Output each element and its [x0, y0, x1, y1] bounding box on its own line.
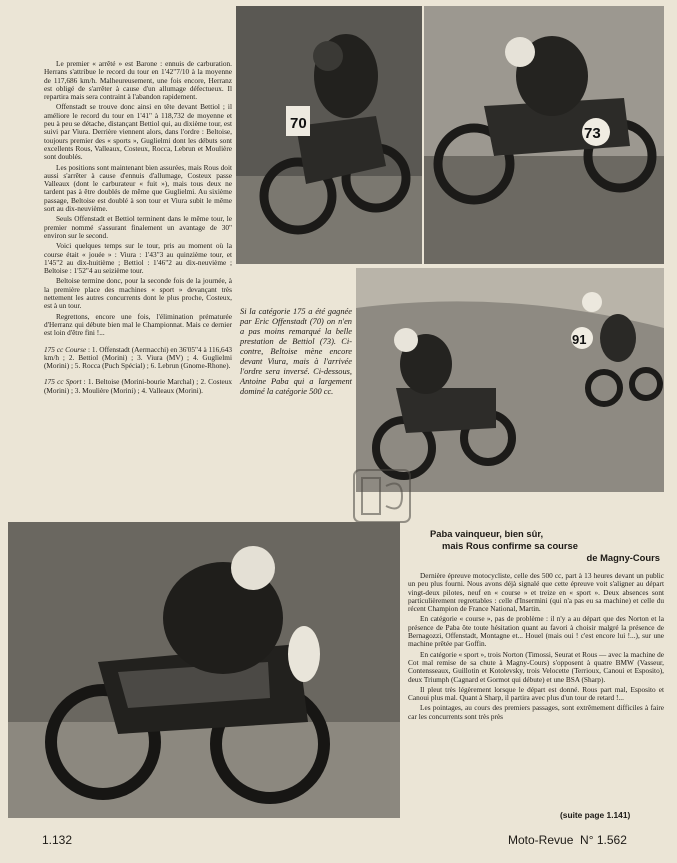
headline-line: de Magny-Cours	[586, 552, 660, 563]
photo-paba	[8, 522, 400, 818]
race-number: 70	[290, 115, 307, 132]
continued-note: (suite page 1.141)	[560, 810, 631, 820]
paragraph: Il pleut très légèrement lorsque le départ est donné. Rous part mal, Esposito et Canoui plus mal. Quant à Sharp, il partira avec plus d'un tour de retard !...	[408, 684, 664, 703]
paragraph: Offenstadt se trouve donc ainsi en tête devant Bettiol ; il améliore le record du tour en 1'41" à 118,732 de moyenne et peu à peu se détache, distançant Bettiol qui, au dixième tour, est suivi par Viura. Derrière viennent alors, dans l'ordre : Beltoise, toujours premier des « sports », Guglielmi dont les débuts sont excellents Rous, Valleaux, Costeux, Rocca, Lebrun et Moulière sont doublés.	[44, 102, 232, 162]
magazine-name: Moto-Revue	[508, 833, 574, 847]
watermark-logo	[352, 468, 412, 524]
article-headline	[408, 528, 666, 564]
paragraph: Beltoise termine donc, pour la seconde fois de la journée, à la première place des machines « sport » devançant très nettement les autres concurrents dont le plus proche, Costeux, est à un tour.	[44, 276, 232, 311]
race-number: 73	[584, 125, 601, 142]
right-text-column	[408, 572, 664, 723]
paragraph: Voici quelques temps sur le tour, pris au moment où la course était « jouée » : Viura : 1'43"3 au quinzième tour, et 1'45"2 au dix-huitième ; Bettiol : 1'46"2 au dix-neuvième ; Beltoise : 1'52"4 au seizième tour.	[44, 241, 232, 276]
paragraph: Le premier « arrêté » est Barone : ennuis de carburation. Herrans s'attribue le record du tour en 1'42"7/10 à la moyenne de 117,686 km/h. Malheureusement, une fois encore, Herranz est obligé de s'arrêter à cause d'un allumage défectueux. Il repartira mais sera contraint à l'abandon rapidement.	[44, 59, 232, 102]
paragraph: Les positions sont maintenant bien assurées, mais Rous doit aussi s'arrêter à cause d'ennuis d'allumage, Costeux passe Valleaux (dont le carburateur « fuit »), mais tous deux ne tardent pas à être doublés de même que Guglielmi. Au sixième passage, Beltoise est doublé à son tour et Viura subit le même sort au dix-neuvième.	[44, 162, 232, 214]
photo-beltoise-viura	[356, 268, 664, 492]
page-number: 1.132	[42, 833, 73, 847]
results-175-course: 175 cc Course : 1. Offenstadt (Aermacchi) en 36'05"4 à 116,643 km/h ; 2. Bettiol (Morini) ; 3. Viura (MV) ; 4. Guglielmi (Morini) ; 5. Rocca (Puch Spécial) ; 6. Lebrun (Gnome-Rhone).	[44, 344, 233, 371]
paragraph: En catégorie « course », pas de problème : il n'y a au départ que des Norton et la présence de Paba ôte toute hésitation quant au favori à choisir malgré la présence de Bernagozzi, Offenstadt, Montagne et... Houel (mais oui ! c'est encore lui !...), sur une machine prêtée par Goffin.	[408, 614, 664, 649]
paragraph: Les pointages, au cours des premiers passages, sont extrêmement difficiles à faire car les concurrents sont très près	[408, 703, 664, 721]
left-text-column	[44, 60, 232, 397]
paragraph: Regrettons, encore une fois, l'élimination prématurée d'Herranz qui débute bien mal le Championnat. Mais ce dernier est loin d'être fini !...	[44, 311, 232, 338]
magazine-footer	[508, 833, 627, 847]
race-number: 91	[572, 332, 587, 347]
paragraph: En catégorie « sport », trois Norton (Timossi, Seurat et Rous — avec la machine de Cot mal remise de sa chute à Magny-Cours) s'opposent à quatre BMW (Vasseur, Contensseaux, Guillotin et Kotolevsky, trois Velocette (Terrioux, Canoui et Esposito), deux Triumph (Cagnard et Gormot qui débute) et une BSA (Sharp).	[408, 649, 664, 684]
results-175-sport: 175 cc Sport : 1. Beltoise (Morini-bourie Marchal) ; 2. Costeux (Morini) ; 3. Moulière (Morini) ; 4. Valleaux (Morini).	[44, 377, 233, 395]
headline-line: Paba vainqueur, bien sûr,	[430, 528, 544, 539]
paragraph: Dernière épreuve motocycliste, celle des 500 cc, part à 13 heures devant un public un peu plus fourni. Nous avons déjà signalé que cette épreuve voit s'aligner au départ vingt-deux pilotes, neuf en « course » et treize en « sport ». Deux absences sont particulièrement regrettables : celle d'Insermini (qui n'a pas eu sa machine) et celle du récent Champion de France National, Martin.	[408, 571, 664, 614]
headline-line: mais Rous confirme sa course	[442, 540, 578, 551]
paragraph: Seuls Offenstadt et Bettiol terminent dans le même tour, le premier nommé s'assurant finalement un avantage de 30" environ sur le second.	[44, 214, 232, 240]
issue-number: N° 1.562	[580, 833, 627, 847]
photo-caption: Si la catégorie 175 a été gagnée par Eric Offenstadt (70) on n'en a pas moins remarqué la belle prestation de Bettiol (73). Ci-contre, Beltoise mène encore devant Viura, mais à l'arrivée l'ordre sera inversé. Ci-dessous, Antoine Paba qui a largement dominé la catégorie 500 cc.	[240, 307, 352, 396]
photo-offenstadt	[236, 6, 422, 264]
photo-bettiol	[424, 6, 664, 264]
